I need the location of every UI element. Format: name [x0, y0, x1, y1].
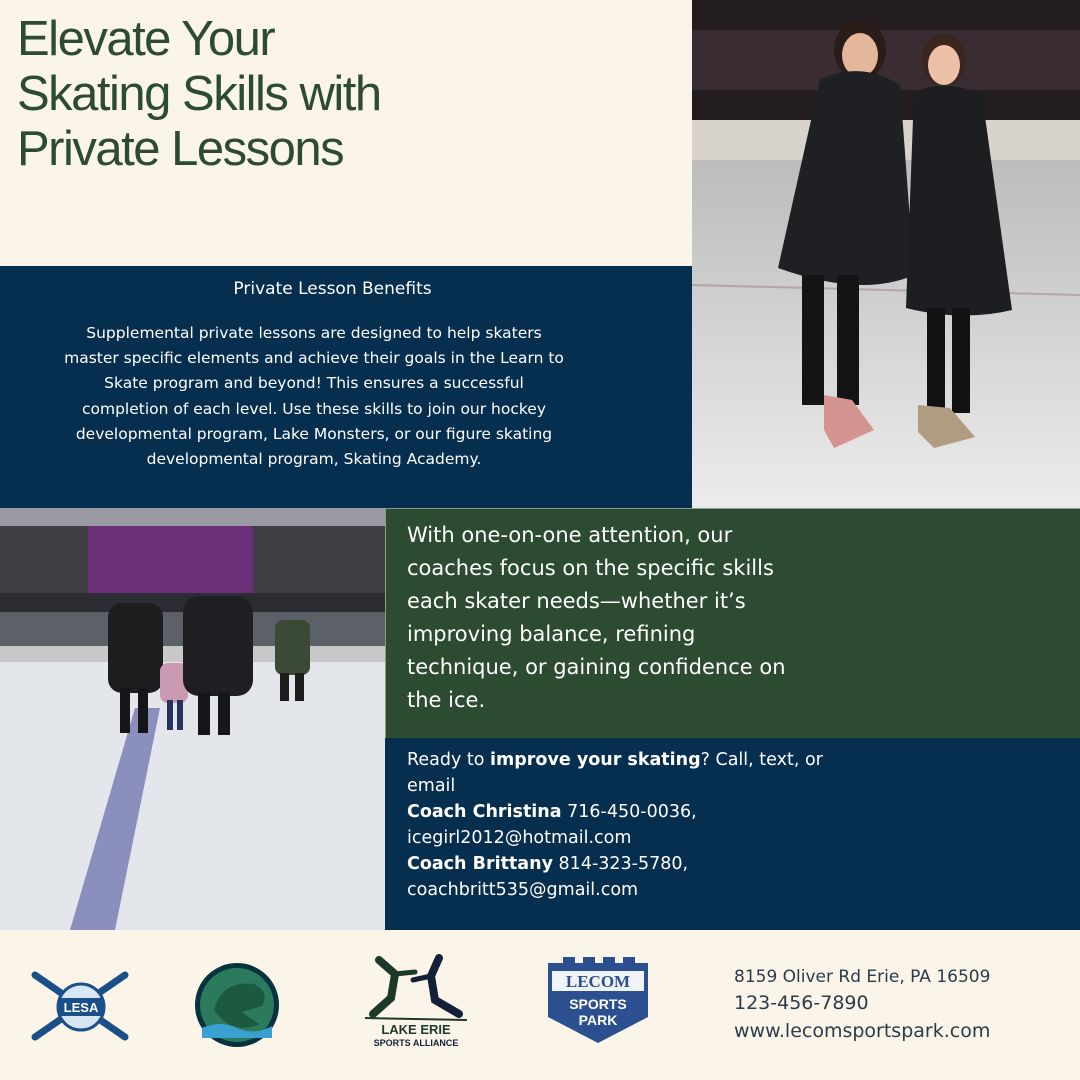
- contact-text: [407, 747, 827, 903]
- benefits-heading: Private Lesson Benefits: [233, 279, 432, 299]
- contact-intro-post: ? Call, text, or email: [407, 750, 823, 796]
- rink-photo: [0, 508, 385, 930]
- title-block: [0, 0, 692, 266]
- alliance-line1: LAKE ERIE: [381, 1022, 451, 1037]
- benefits-body: Supplemental private lessons are designed to help skaters master specific elements and achieve their goals in the Learn to Skate program and beyond! This ensures a successful completion of each level. Use these skills to join our hockey developmental program, Lake Monsters, or our figure skating developmental program, Skating Academy.: [64, 324, 564, 469]
- attention-text: With one-on-one attention, our coaches focus on the specific skills each skater needs—whether it’s improving balance, refining technique, or gaining confidence on the ice.: [407, 523, 786, 712]
- page-title: Elevate Your Skating Skills with Private Lessons: [17, 12, 381, 176]
- footer-info: [734, 964, 990, 1046]
- lake-monsters-logo: [192, 962, 282, 1048]
- coach-christina-details[interactable]: 716-450-0036, icegirl2012@hotmail.com: [407, 802, 697, 848]
- contact-panel: [385, 738, 1080, 930]
- lesa-logo-text: LESA: [63, 1000, 99, 1015]
- footer-phone[interactable]: 123-456-7890: [734, 992, 869, 1014]
- contact-intro-pre: Ready to: [407, 750, 491, 770]
- coaches-photo: [692, 0, 1080, 508]
- benefits-panel: [0, 266, 692, 508]
- lake-erie-sports-alliance-logo: [355, 948, 477, 1048]
- attention-panel: [385, 508, 1080, 738]
- coach-christina-name: Coach Christina: [407, 802, 562, 822]
- contact-intro-bold: improve your skating: [490, 750, 701, 770]
- footer-address: 8159 Oliver Rd Erie, PA 16509: [734, 967, 991, 987]
- lecom-sports-park-logo: [538, 955, 658, 1045]
- lecom-text: LECOM: [565, 972, 631, 991]
- footer-website[interactable]: www.lecomsportspark.com: [734, 1020, 991, 1042]
- lesa-logo: [25, 965, 137, 1045]
- coach-brittany-details[interactable]: 814-323-5780, coachbritt535@gmail.com: [407, 854, 689, 900]
- sports-text: SPORTS: [569, 996, 627, 1012]
- park-text: PARK: [578, 1012, 618, 1028]
- footer: [0, 930, 1080, 1080]
- alliance-line2: SPORTS ALLIANCE: [373, 1038, 459, 1048]
- coach-brittany-name: Coach Brittany: [407, 854, 553, 874]
